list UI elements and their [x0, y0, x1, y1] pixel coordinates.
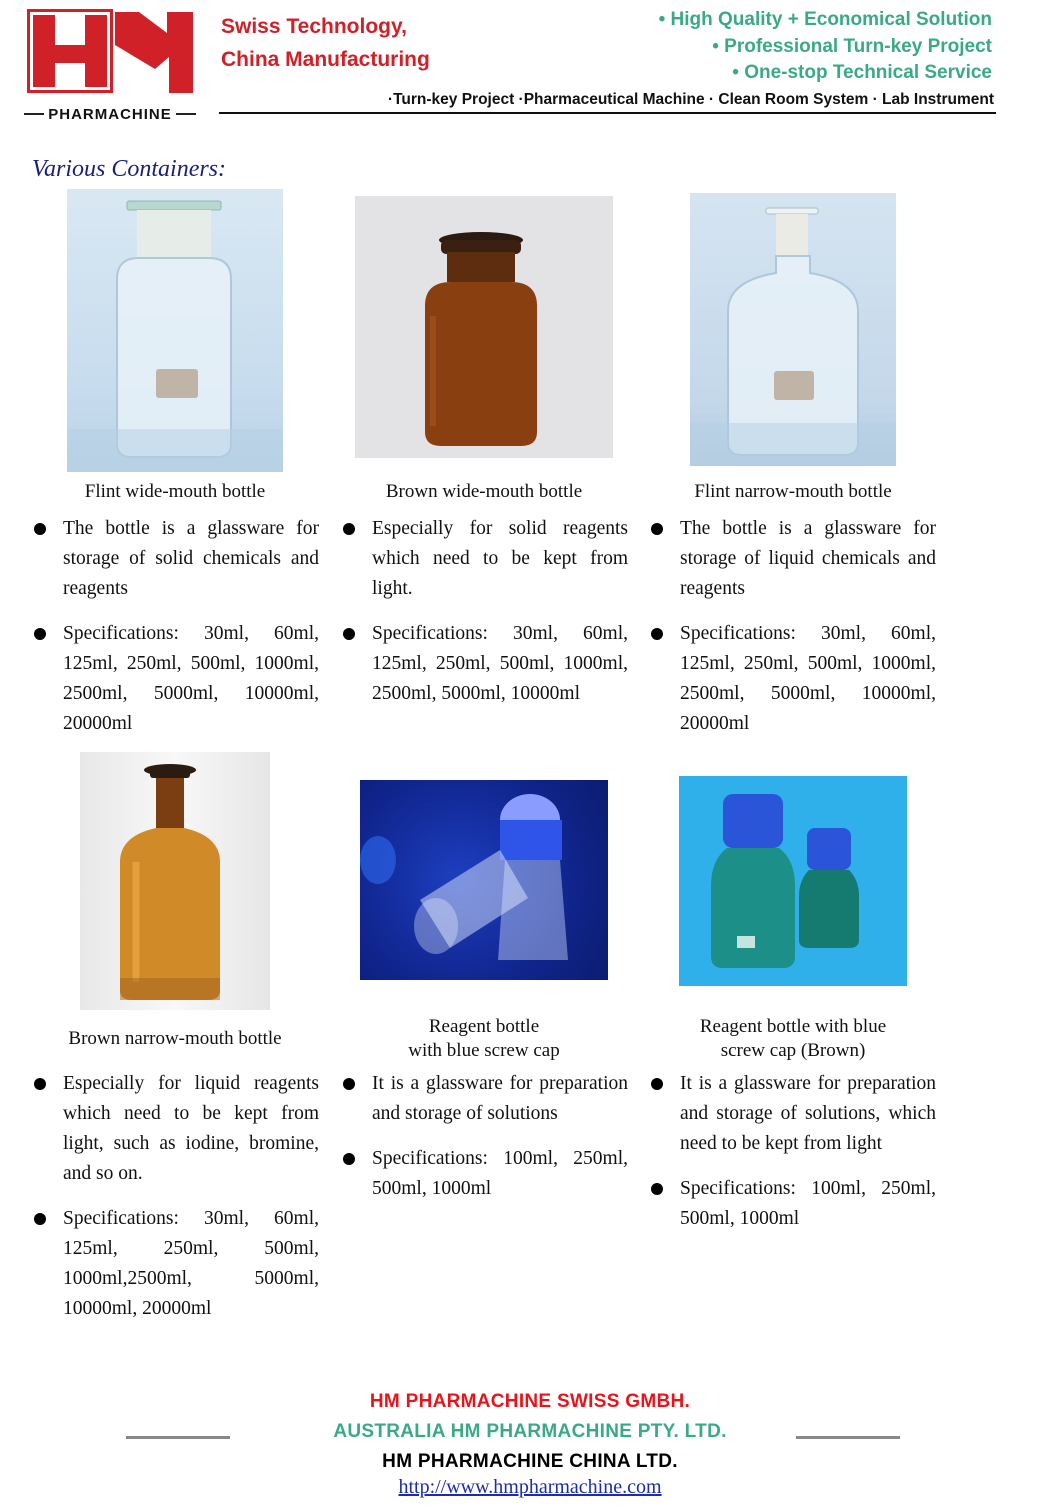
- product-details-list: [35, 514, 319, 754]
- product-specifications: Specifications: 30ml, 60ml, 125ml, 250ml, 500ml, 1000ml,2500ml, 5000ml, 10000ml, 20000ml: [35, 1204, 319, 1324]
- product-name: Flint wide-mouth bottle: [84, 481, 266, 502]
- bullet-icon: [34, 523, 46, 535]
- footer-divider-right: [796, 1436, 900, 1439]
- brand-wordmark: [12, 104, 208, 124]
- product-specifications: Specifications: 100ml, 250ml, 500ml, 1000ml: [652, 1174, 936, 1234]
- product-specifications: Specifications: 30ml, 60ml, 125ml, 250ml, 500ml, 1000ml, 2500ml, 5000ml, 10000ml, 20000ml: [35, 619, 319, 739]
- product-name: Brown wide-mouth bottle: [385, 481, 583, 502]
- product-name-line-2: with blue screw cap: [408, 1040, 560, 1061]
- product-description: Especially for liquid reagents which need to be kept from light, such as iodine, bromine, and so on.: [35, 1069, 319, 1189]
- product-image-brown-wide-mouth: [355, 196, 613, 458]
- product-image-flint-wide-mouth: [67, 189, 283, 472]
- tagline-line-1: Swiss Technology,: [221, 15, 407, 38]
- bullet-icon: [343, 1078, 355, 1090]
- product-details-list: [344, 1069, 628, 1219]
- product-name-line-1: Reagent bottle with blue: [699, 1016, 887, 1037]
- product-name: Flint narrow-mouth bottle: [694, 481, 892, 502]
- product-details-list: [652, 1069, 936, 1249]
- highlight-item: • One-stop Technical Service: [732, 62, 992, 83]
- product-image-brown-narrow-mouth: [80, 752, 270, 1010]
- divider: [176, 113, 196, 115]
- product-description: Especially for solid reagents which need to be kept from light.: [344, 514, 628, 604]
- bullet-icon: [34, 1213, 46, 1225]
- footer-company-australia: AUSTRALIA HM PHARMACHINE PTY. LTD.: [333, 1421, 727, 1442]
- footer-company-swiss: HM PHARMACHINE SWISS GMBH.: [369, 1391, 691, 1412]
- footer-company-china: HM PHARMACHINE CHINA LTD.: [382, 1451, 678, 1472]
- product-name-line-2: screw cap (Brown): [720, 1040, 866, 1061]
- services-line: ·Turn-key Project ·Pharmaceutical Machine · Clean Room System · Lab Instrument: [387, 91, 994, 108]
- product-name: [646, 1015, 940, 1063]
- bullet-icon: [343, 628, 355, 640]
- highlight-item: • Professional Turn-key Project: [712, 35, 992, 57]
- footer-website: [0, 1476, 1060, 1499]
- product-name: [338, 1015, 630, 1063]
- product-name: Brown narrow-mouth bottle: [68, 1028, 282, 1049]
- product-details-list: [35, 1069, 319, 1339]
- bullet-icon: [343, 523, 355, 535]
- product-details-list: [344, 514, 628, 724]
- website-link[interactable]: http://www.hmpharmachine.com: [398, 1476, 662, 1498]
- tagline-line-2: China Manufacturing: [221, 48, 430, 71]
- bullet-icon: [34, 628, 46, 640]
- product-specifications: Specifications: 30ml, 60ml, 125ml, 250ml, 500ml, 1000ml, 2500ml, 5000ml, 10000ml: [344, 619, 628, 709]
- highlight-item: • High Quality + Economical Solution: [658, 9, 992, 30]
- product-description: It is a glassware for preparation and storage of solutions, which need to be kept from light: [652, 1069, 936, 1159]
- product-details-list: [652, 514, 936, 754]
- product-image-reagent-bottle-blue-cap-brown: [679, 776, 907, 986]
- divider: [24, 113, 44, 115]
- section-title: Various Containers:: [32, 156, 227, 182]
- hm-logo: [27, 9, 193, 93]
- product-description: It is a glassware for preparation and storage of solutions: [344, 1069, 628, 1129]
- bullet-icon: [651, 1078, 663, 1090]
- highlights-list: [659, 7, 992, 87]
- product-specifications: Specifications: 30ml, 60ml, 125ml, 250ml, 500ml, 1000ml, 2500ml, 5000ml, 10000ml, 20000ml: [652, 619, 936, 739]
- product-image-flint-narrow-mouth: [690, 193, 896, 466]
- product-specifications: Specifications: 100ml, 250ml, 500ml, 1000ml: [344, 1144, 628, 1204]
- brand-name: PHARMACHINE: [48, 105, 172, 123]
- product-image-reagent-bottle-blue-cap: [360, 780, 608, 980]
- bullet-icon: [34, 1078, 46, 1090]
- bullet-icon: [343, 1153, 355, 1165]
- product-description: The bottle is a glassware for storage of solid chemicals and reagents: [35, 514, 319, 604]
- product-description: The bottle is a glassware for storage of liquid chemicals and reagents: [652, 514, 936, 604]
- header-divider: [219, 112, 996, 114]
- bullet-icon: [651, 523, 663, 535]
- bullet-icon: [651, 1183, 663, 1195]
- product-name-line-1: Reagent bottle: [428, 1016, 540, 1037]
- bullet-icon: [651, 628, 663, 640]
